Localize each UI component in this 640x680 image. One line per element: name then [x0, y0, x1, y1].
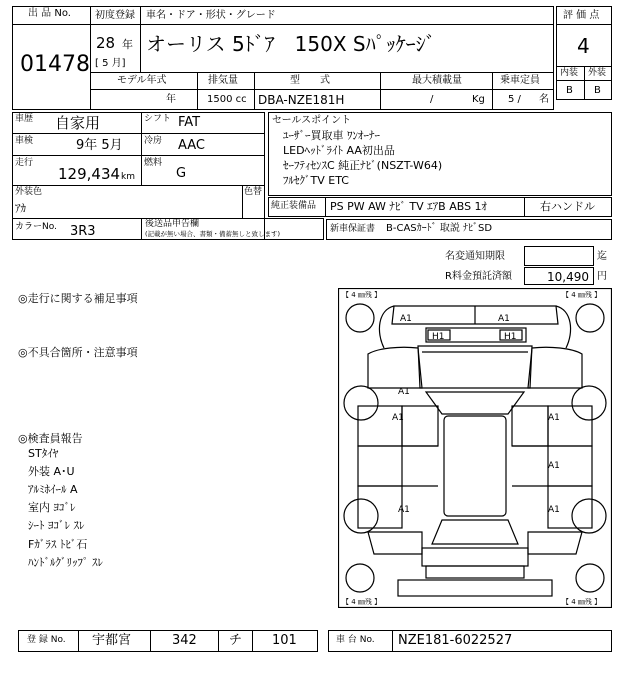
rear-lights — [426, 566, 524, 578]
mark-headlight-right: H1 — [504, 332, 517, 342]
car-name-label: 車名・ドア・形状・グレード — [146, 10, 276, 21]
warranty-value: B-CASｶｰﾄﾞ 取説 ﾅﾋﾞSD — [386, 223, 493, 234]
lot-number: 01478 — [20, 52, 90, 77]
chassis-number: NZE181-6022527 — [398, 633, 513, 648]
inspector-report-title: ◎検査員報告 — [18, 432, 83, 445]
model-year-label: モデル年式 — [117, 75, 167, 86]
wheel-rear-left — [346, 564, 374, 592]
front-fender-right — [548, 406, 592, 446]
wheel-arch-front-left — [344, 386, 378, 420]
wheel-front-left — [346, 304, 374, 332]
front-fender-left — [358, 406, 402, 446]
mileage-label: 走行 — [15, 158, 34, 168]
tire-depth-rear-left: 【 4 ㎜残 】 — [342, 598, 382, 606]
inspector-line: ｼｰﾄ ﾖｺﾞﾚ ｽﾚ — [28, 519, 85, 532]
mark-headlight-left: H1 — [432, 332, 445, 342]
inspection-label: 車検 — [15, 136, 34, 146]
registration-label: 登 録 No. — [27, 635, 66, 645]
fuel-label: 燃料 — [144, 158, 163, 168]
post-report-label: 後送品申告欄 — [145, 219, 200, 229]
mark-front-door-right: A1 — [548, 461, 560, 471]
trunk — [422, 548, 528, 566]
front-fender-right-shape — [528, 347, 582, 388]
roof — [444, 416, 506, 516]
sales-line: ﾌﾙｾｸﾞTV ETC — [283, 174, 349, 187]
name-change-field — [524, 246, 594, 266]
sales-point-title: セールスポイント — [272, 115, 352, 126]
mark-front-fender-left: A1 — [392, 413, 404, 423]
sales-line: LEDﾍｯﾄﾞﾗｲﾄ AA初出品 — [283, 144, 395, 157]
front-door-right-upper — [512, 406, 548, 446]
recycle-field — [524, 267, 594, 285]
type-label: 型 式 — [290, 75, 330, 86]
interior-grade: B — [566, 85, 573, 96]
max-load-unit: Kg — [472, 94, 485, 105]
mark-front-bumper-right: A1 — [498, 314, 510, 324]
max-load-label: 最大積載量 — [412, 75, 462, 86]
name-change-unit: 迄 — [597, 251, 607, 262]
score-value: 4 — [577, 34, 590, 58]
tire-depth-front-right: 【 4 ㎜残 】 — [562, 291, 602, 299]
recycle-label: R料金預託済額 — [445, 271, 512, 282]
mark-front-bumper-left: A1 — [400, 314, 412, 324]
capacity-label: 乗車定員 — [500, 75, 540, 86]
ac-label: 冷房 — [144, 136, 163, 146]
registration-number: 101 — [272, 633, 297, 648]
interior-label: 内装 — [560, 68, 579, 78]
registration-kana: チ — [229, 633, 243, 648]
lot-label: 出 品 No. — [28, 8, 71, 19]
first-reg-month: [ 5 月] — [95, 58, 126, 69]
color-no-label: カラーNo. — [15, 222, 57, 232]
mark-front-fender-right: A1 — [548, 413, 560, 423]
history-value: 自家用 — [55, 114, 101, 132]
inspector-line: 外装 A･U — [28, 465, 75, 478]
ext-color-label: 外装色 — [15, 187, 43, 197]
chassis-label: 車 台 No. — [336, 635, 375, 645]
mark-rear-door-left: A1 — [398, 505, 410, 515]
rear-door-left — [358, 486, 402, 528]
equipment-label: 純正装備品 — [271, 201, 317, 211]
windshield — [426, 392, 524, 414]
first-reg-label: 初度登録 — [95, 10, 135, 21]
capacity-unit: 名 — [539, 94, 549, 105]
wheel-rear-right — [576, 564, 604, 592]
shift-label: シフト — [144, 114, 172, 124]
warranty-label: 新車保証書 — [330, 224, 376, 234]
rear-window — [432, 520, 518, 544]
tire-depth-rear-right: 【 4 ㎜残 】 — [562, 598, 602, 606]
displacement-value: 1500 cc — [207, 94, 247, 105]
type-value: DBA-NZE181H — [258, 93, 345, 107]
mileage-value: 129,434 — [58, 165, 121, 183]
score-label: 評 価 点 — [563, 10, 600, 21]
rear-quarter-right — [528, 532, 582, 554]
exterior-grade: B — [594, 85, 601, 96]
recycle-unit: 円 — [597, 271, 607, 282]
inspector-line: Fｶﾞﾗｽ ﾄﾋﾞ石 — [28, 538, 88, 551]
wheel-arch-front-right — [572, 386, 606, 420]
ext-color-value: ｱｶ — [15, 202, 26, 215]
color-change-label: 色替 — [244, 187, 263, 197]
driving-notes-title: ◎走行に関する補足事項 — [18, 292, 138, 305]
front-door-left — [358, 446, 402, 486]
front-fender-left-shape — [368, 347, 422, 388]
shift-value: FAT — [178, 115, 201, 130]
exterior-label: 外装 — [588, 68, 607, 78]
displacement-label: 排気量 — [208, 75, 238, 86]
inspector-line: STﾀｲﾔ — [28, 447, 59, 460]
inspector-line: ﾊﾝﾄﾞﾙｸﾞﾘｯﾌﾟ ｽﾚ — [28, 556, 103, 569]
model-year-unit: 年 — [166, 94, 176, 105]
first-reg-year-unit: 年 — [122, 38, 133, 51]
car-name: オーリス 5ﾄﾞｱ 150X Sﾊﾟｯｹｰｼﾞ — [146, 32, 436, 56]
car-damage-diagram — [338, 288, 612, 608]
front-door-left-upper — [402, 406, 438, 446]
rear-quarter-left — [368, 532, 422, 554]
inspection-value: 9年 5月 — [76, 138, 123, 153]
equipment-value: PS PW AW ﾅﾋﾞ TV ｴｱB ABS 1ｵ — [330, 200, 488, 213]
wheel-front-right — [576, 304, 604, 332]
ac-value: AAC — [178, 138, 205, 153]
sales-line: ﾕｰｻﾞｰ買取車 ﾜﾝｵｰﾅｰ — [283, 129, 380, 142]
capacity-value: 5 / — [508, 94, 521, 105]
post-report-note: (記載が無い場合、書類・備蓄無しと致します) — [145, 230, 281, 238]
history-label: 車歴 — [15, 114, 34, 124]
registration-class: 342 — [172, 633, 197, 648]
color-no-value: 3R3 — [70, 224, 96, 239]
first-reg-year: 28 — [96, 34, 116, 52]
inspector-line: ｱﾙﾐﾎｲｰﾙ A — [28, 483, 78, 496]
steering-value: 右ハンドル — [540, 200, 595, 213]
inspector-line: 室内 ﾖｺﾞﾚ — [28, 501, 76, 514]
defect-notes-title: ◎不具合箇所・注意事項 — [18, 346, 138, 359]
rear-bumper — [398, 580, 552, 596]
fuel-value: G — [176, 166, 187, 181]
recycle-value: 10,490 — [547, 270, 589, 284]
sales-line: ｾｰﾌﾃｨｾﾝｽC 純正ﾅﾋﾞ(NSZT-W64) — [283, 159, 443, 172]
mileage-unit: km — [121, 172, 135, 182]
mark-rear-fender-right: A1 — [548, 505, 560, 515]
registration-place: 宇都宮 — [92, 633, 132, 648]
tire-depth-front-left: 【 4 ㎜残 】 — [342, 291, 382, 299]
max-load-slash: / — [430, 94, 434, 105]
name-change-label: 名変通知期限 — [445, 251, 505, 262]
mark-hood: A1 — [398, 387, 410, 397]
